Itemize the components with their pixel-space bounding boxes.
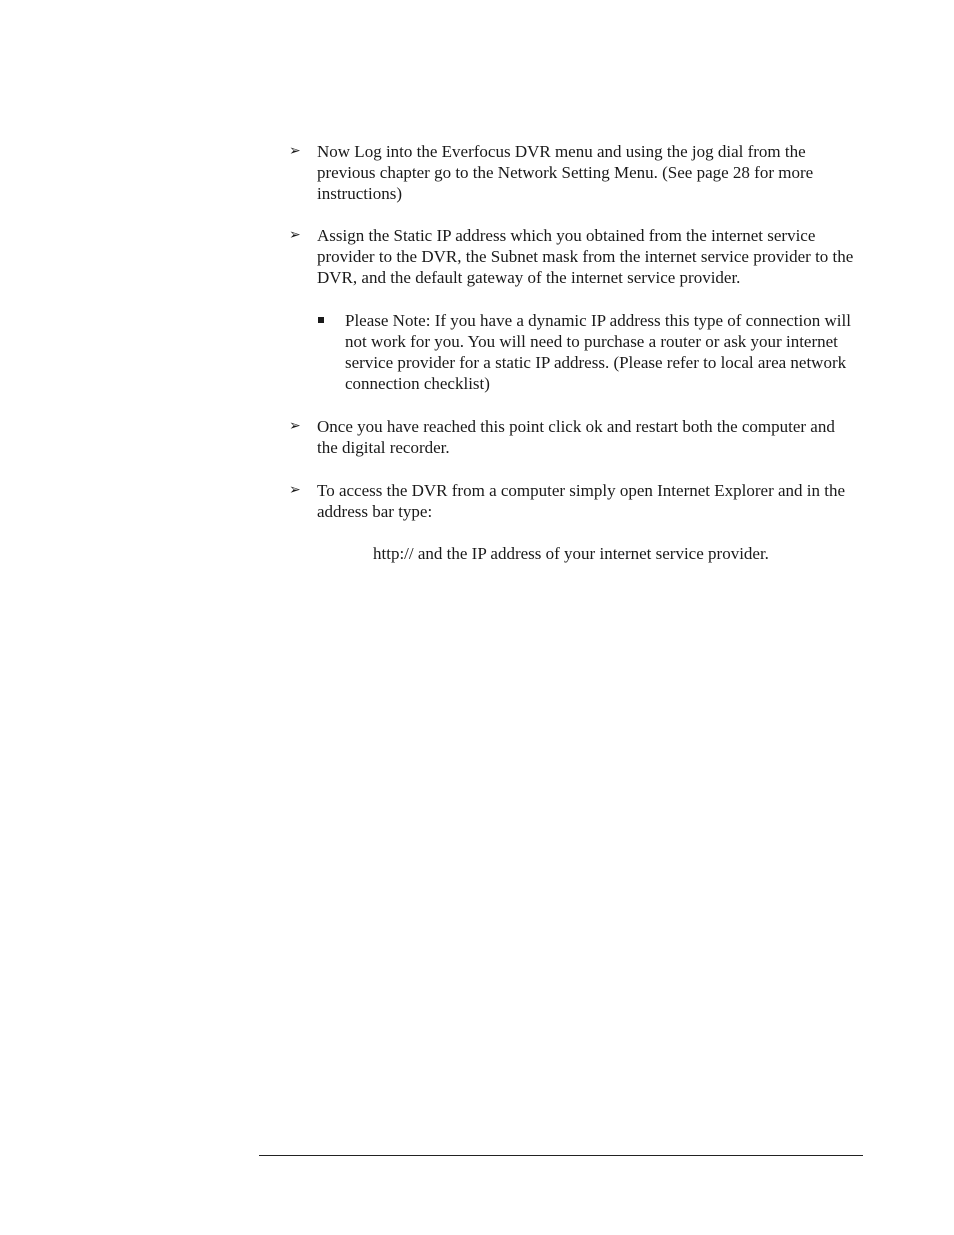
arrow-bullet-icon: ➢ bbox=[289, 482, 301, 498]
bullet-text: Once you have reached this point click ok and restart both the computer and the digital recorder. bbox=[317, 417, 835, 457]
square-bullet-icon bbox=[318, 317, 324, 323]
arrow-bullet-icon: ➢ bbox=[289, 143, 301, 159]
url-instruction: http:// and the IP address of your internet service provider. bbox=[373, 544, 769, 563]
bullet-text: To access the DVR from a computer simply open Internet Explorer and in the address bar type: bbox=[317, 481, 846, 521]
bullet-text: Now Log into the Everfocus DVR menu and using the jog dial from the previous chapter go to the Network Setting Menu. (See page 28 for more instructions) bbox=[317, 142, 814, 203]
footer-divider bbox=[259, 1155, 863, 1156]
arrow-bullet-icon: ➢ bbox=[289, 227, 301, 243]
bullet-text: Assign the Static IP address which you obtained from the internet service provider to the DVR, the Subnet mask from the internet service provider to the DVR, and the default gateway of the internet service provider. bbox=[317, 226, 854, 287]
note-text: Please Note: If you have a dynamic IP address this type of connection will not work for you. You will need to purchase a router or ask your internet service provider for a static IP address. (Please refer to local area network connection checklist) bbox=[345, 311, 851, 393]
arrow-bullet-icon: ➢ bbox=[289, 418, 301, 434]
